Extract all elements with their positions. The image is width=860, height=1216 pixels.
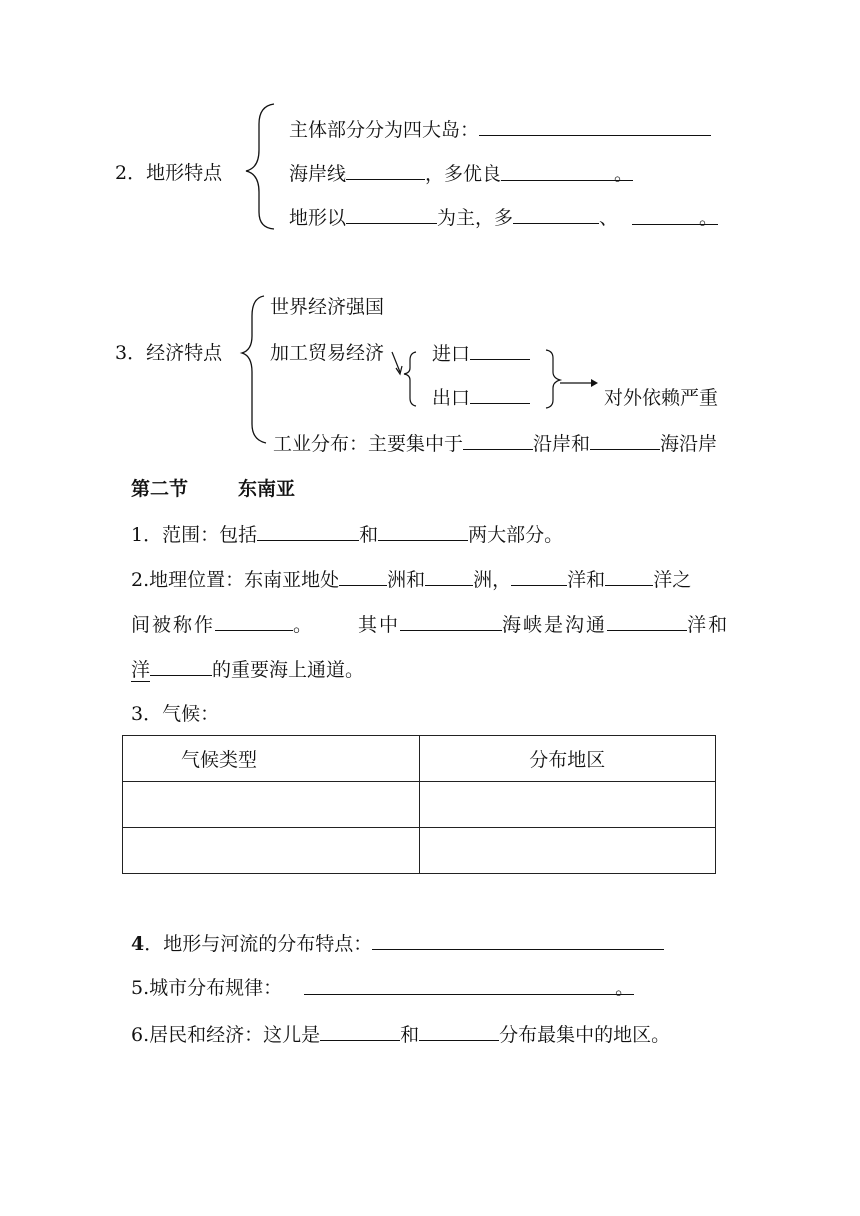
table-cell[interactable]	[419, 828, 716, 874]
import-line	[432, 341, 530, 366]
location-i: 海峡是沟通	[502, 614, 608, 636]
small-right-brace	[546, 350, 560, 408]
location-g: 。	[293, 614, 315, 636]
scope-line	[131, 522, 563, 547]
location-l: 的重要海上通道。	[212, 659, 365, 681]
section-title: 东南亚	[238, 478, 296, 500]
terrain-label: 2．地形特点	[115, 162, 223, 184]
location-c: 洲，	[473, 569, 512, 591]
blank-ocean-1[interactable]	[511, 567, 567, 586]
terrain-line-3-d: 。	[699, 207, 719, 229]
location-f: 间被称作	[131, 614, 216, 636]
distribution-header: 分布地区	[419, 736, 716, 782]
blank-coastline[interactable]	[346, 161, 425, 180]
city-end: 。	[615, 977, 635, 999]
landform-label: ．地形与河流的分布特点：	[144, 933, 373, 955]
blank-residents-1[interactable]	[320, 1022, 400, 1041]
climate-label: 3．气候：	[131, 703, 220, 725]
table-cell[interactable]	[123, 828, 420, 874]
small-left-brace	[404, 352, 416, 406]
blank-strait[interactable]	[400, 612, 502, 631]
economy-line-1: 世界经济强国	[270, 296, 385, 318]
location-e: 洋之	[653, 569, 692, 591]
blank-ocean-2[interactable]	[605, 567, 653, 586]
industry-a: 工业分布：主要集中于	[273, 433, 464, 455]
location-line-1	[131, 567, 691, 592]
blank-ocean-4[interactable]	[150, 657, 212, 676]
location-line-2	[131, 612, 729, 637]
location-b: 洲和	[387, 569, 426, 591]
economy-line-2: 加工贸易经济	[270, 342, 385, 364]
location-k: 洋	[131, 659, 151, 681]
location-line-3	[131, 657, 364, 682]
climate-table	[122, 735, 716, 874]
blank-import[interactable]	[470, 341, 530, 360]
terrain-line-3-a: 地形以	[289, 207, 347, 229]
blank-ocean-3[interactable]	[607, 612, 687, 631]
dependency-text: 对外依赖严重	[604, 387, 719, 409]
residents-a: 6.居民和经济：这儿是	[131, 1024, 321, 1046]
scope-a: 1．范围：包括	[131, 524, 258, 546]
scope-b: 和	[359, 524, 379, 546]
export-line	[432, 385, 530, 410]
blank-scope-1[interactable]	[257, 522, 359, 541]
location-a: 2.地理位置：东南亚地处	[131, 569, 340, 591]
blank-terrain-1[interactable]	[513, 205, 599, 224]
terrain-line-1-text: 主体部分分为四大岛：	[289, 119, 480, 141]
export-label: 出口	[432, 387, 471, 409]
terrain-line-2-a: 海岸线	[289, 163, 347, 185]
climate-type-header: 气候类型	[123, 736, 420, 782]
blank-landform[interactable]	[372, 931, 664, 950]
economy-label: 3．经济特点	[115, 342, 223, 364]
table-cell[interactable]	[123, 782, 420, 828]
industry-c: 海沿岸	[660, 433, 718, 455]
industry-b: 沿岸和	[533, 433, 591, 455]
landform-line	[131, 931, 664, 956]
blank-crossroads[interactable]	[215, 612, 293, 631]
blank-city[interactable]	[304, 976, 635, 999]
section-heading	[131, 477, 295, 501]
section-number: 第二节	[131, 478, 189, 500]
blank-export[interactable]	[470, 385, 530, 404]
terrain-line-2-c: 。	[614, 163, 634, 185]
blank-terrain-main[interactable]	[346, 205, 437, 224]
terrain-line-3-c: 、	[599, 207, 619, 229]
residents-b: 和	[400, 1024, 420, 1046]
table-row	[123, 828, 716, 874]
blank-terrain-2[interactable]	[632, 206, 719, 229]
terrain-line-2	[289, 161, 633, 186]
import-label: 进口	[432, 343, 471, 365]
terrain-line-3	[289, 205, 718, 230]
table-header-row	[123, 736, 716, 782]
blank-residents-2[interactable]	[419, 1022, 499, 1041]
city-line	[131, 976, 634, 1000]
location-j: 洋和	[687, 614, 730, 636]
terrain-line-1	[289, 117, 711, 142]
table-cell[interactable]	[419, 782, 716, 828]
blank-industry-2[interactable]	[590, 431, 660, 450]
blank-industry-1[interactable]	[463, 431, 533, 450]
blank-continent-1[interactable]	[339, 567, 387, 586]
residents-c: 分布最集中的地区。	[499, 1024, 671, 1046]
economy-brace	[242, 296, 266, 443]
dependency-arrow-head	[591, 379, 598, 387]
location-h: 其中	[358, 614, 401, 636]
terrain-line-3-b: 为主，多	[437, 207, 514, 229]
blank-harbors[interactable]	[501, 162, 634, 185]
blank-scope-2[interactable]	[378, 522, 468, 541]
blank-islands[interactable]	[479, 117, 711, 136]
terrain-brace	[246, 104, 274, 229]
industry-line	[273, 431, 717, 456]
terrain-line-2-b: ，多优良	[425, 163, 502, 185]
table-row	[123, 782, 716, 828]
blank-continent-2[interactable]	[425, 567, 473, 586]
city-label: 5.城市分布规律：	[131, 977, 283, 999]
landform-num: 4	[131, 933, 145, 955]
scope-c: 两大部分。	[468, 524, 564, 546]
location-d: 洋和	[567, 569, 606, 591]
residents-line	[131, 1022, 670, 1047]
